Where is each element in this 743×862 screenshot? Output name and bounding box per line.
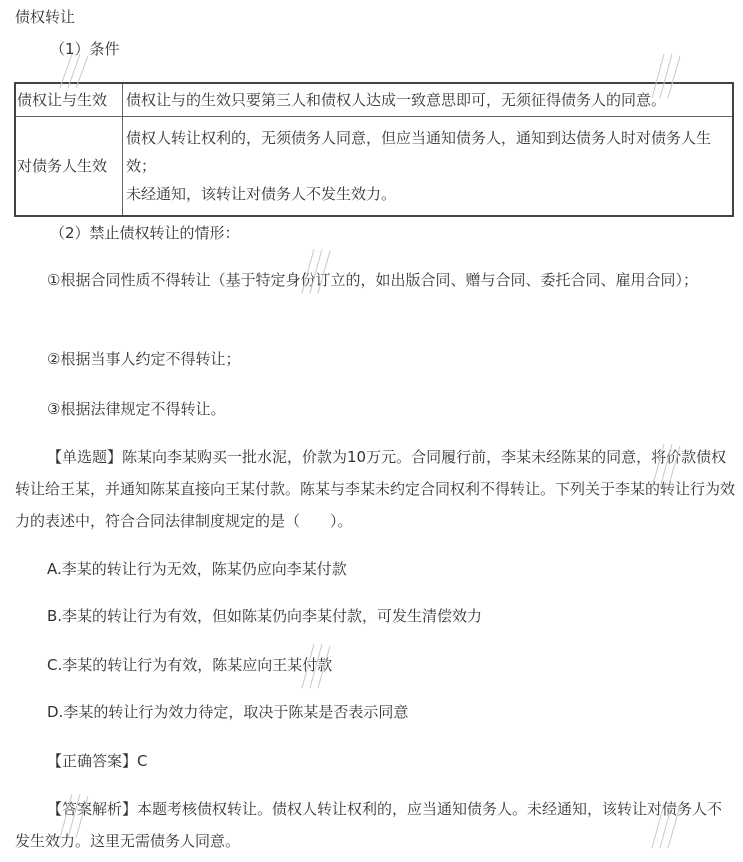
list-item: ①根据合同性质不得转让（基于特定身份订立的，如出版合同、赠与合同、委托合同、雇用合同）；	[47, 271, 698, 289]
prohibited-heading: （2）禁止债权转让的情形：	[50, 224, 240, 242]
row-label: 债权让与生效	[15, 83, 123, 117]
table-row	[15, 117, 733, 217]
row-content-line: 未经通知，该转让对债务人不发生效力。	[126, 185, 397, 203]
option-c: C.李某的转让行为有效，陈某应向王某付款	[47, 656, 333, 674]
section-title: 债权转让	[15, 8, 76, 26]
row-label: 对债务人生效	[15, 117, 123, 217]
conditions-table	[14, 82, 734, 217]
option-b: B.李某的转让行为有效，但如陈某仍向李某付款，可发生清偿效力	[47, 607, 483, 625]
conditions-heading: （1）条件	[50, 40, 120, 58]
row-content	[123, 83, 734, 117]
row-content-line: 债权让与的生效只要第三人和债权人达成一致意思即可，无须征得债务人的同意。	[126, 91, 667, 109]
correct-answer: 【正确答案】C	[47, 752, 148, 770]
question-stem: 【单选题】陈某向李某购买一批水泥，价款为10万元。合同履行前，李某未经陈某的同意，将价款债权转让给王某，并通知陈某直接向王某付款。陈某与李某未约定合同权利不得转让。下列关于李某的转让行为效力的表述中，符合合同法律制度规定的是（ ）。	[15, 448, 736, 530]
row-content	[123, 117, 734, 217]
option-d: D.李某的转让行为效力待定，取决于陈某是否表示同意	[47, 703, 409, 721]
option-a: A.李某的转让行为无效，陈某仍应向李某付款	[47, 560, 347, 578]
table-row	[15, 83, 733, 117]
row-content-line: 债权人转让权利的，无须债务人同意，但应当通知债务人，通知到达债务人时对债务人生效；	[126, 129, 712, 175]
list-item: ②根据当事人约定不得转让；	[47, 350, 241, 368]
answer-analysis: 【答案解析】本题考核债权转让。债权人转让权利的，应当通知债务人。未经通知，该转让对债务人不发生效力。这里无需债务人同意。	[15, 800, 723, 850]
list-item: ③根据法律规定不得转让。	[47, 400, 226, 418]
